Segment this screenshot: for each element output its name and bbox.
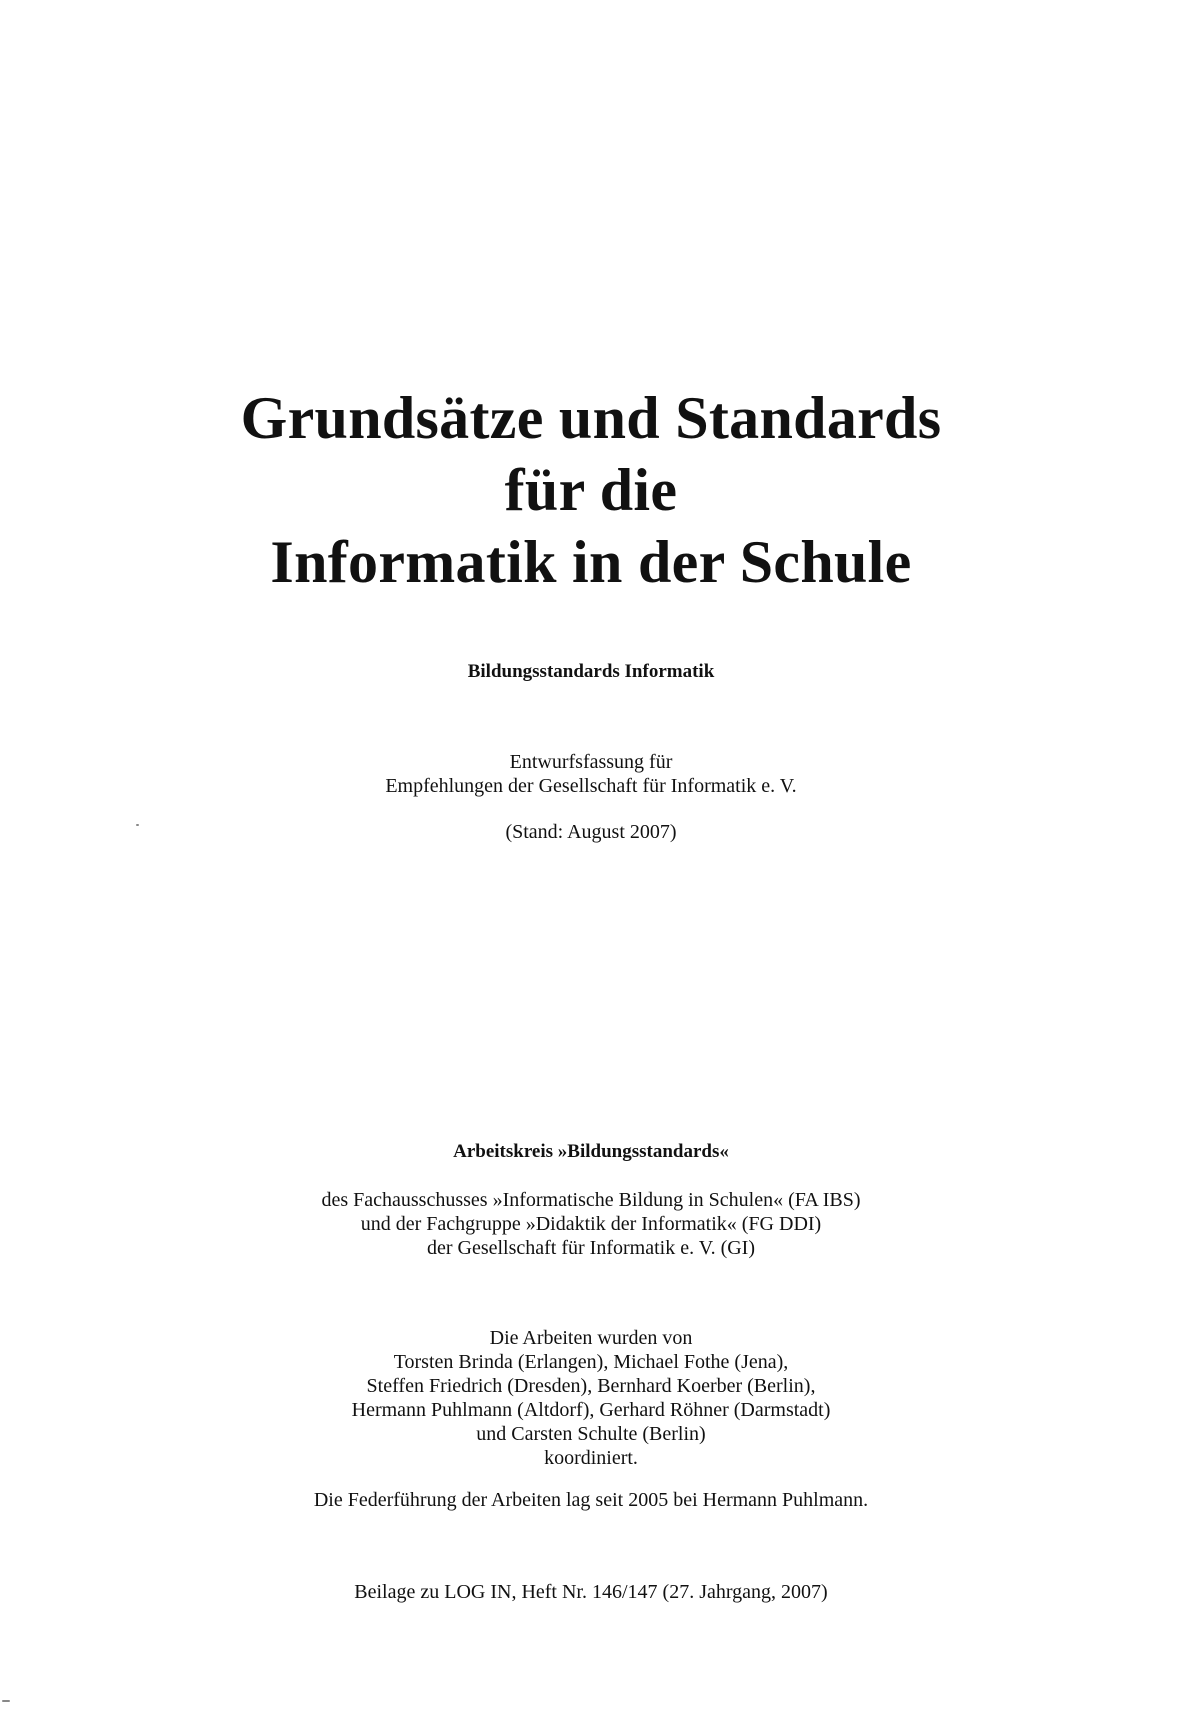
draft-line-1: Entwurfsfassung für (509, 751, 673, 773)
title-line-3: Informatik in der Schule (270, 529, 912, 595)
credits-line-6: koordiniert. (544, 1447, 638, 1469)
title-line-2: für die (504, 457, 678, 523)
credits-line-1: Die Arbeiten wurden von (489, 1327, 693, 1349)
credits-line-2: Torsten Brinda (Erlangen), Michael Fothe (Jena), (393, 1351, 789, 1373)
working-group-heading: Arbeitskreis »Bildungsstandards« (453, 1141, 729, 1162)
working-group-line-3: der Gesellschaft für Informatik e. V. (GI) (426, 1237, 756, 1259)
credits-line-4: Hermann Puhlmann (Altdorf), Gerhard Röhner (Darmstadt) (351, 1399, 831, 1421)
status-date: (Stand: August 2007) (505, 821, 677, 843)
credits-line-5: und Carsten Schulte (Berlin) (476, 1423, 706, 1445)
draft-note (0, 750, 1182, 798)
coordinators (0, 1326, 1182, 1470)
scan-speck (2, 1700, 10, 1702)
document-subtitle: Bildungsstandards Informatik (467, 661, 715, 682)
working-group-line-1: des Fachausschusses »Informatische Bildung in Schulen« (FA IBS) (321, 1189, 861, 1211)
scan-speck (136, 824, 139, 826)
draft-line-2: Empfehlungen der Gesellschaft für Informatik e. V. (385, 775, 797, 797)
working-group-description (0, 1188, 1182, 1260)
working-group-line-2: und der Fachgruppe »Didaktik der Informatik« (FG DDI) (360, 1213, 822, 1235)
supplement-note: Beilage zu LOG IN, Heft Nr. 146/147 (27. Jahrgang, 2007) (354, 1581, 828, 1603)
document-title (0, 382, 1182, 598)
title-line-1: Grundsätze und Standards (240, 385, 942, 451)
lead-author-note: Die Federführung der Arbeiten lag seit 2005 bei Hermann Puhlmann. (313, 1489, 869, 1511)
credits-line-3: Steffen Friedrich (Dresden), Bernhard Koerber (Berlin), (366, 1375, 816, 1397)
